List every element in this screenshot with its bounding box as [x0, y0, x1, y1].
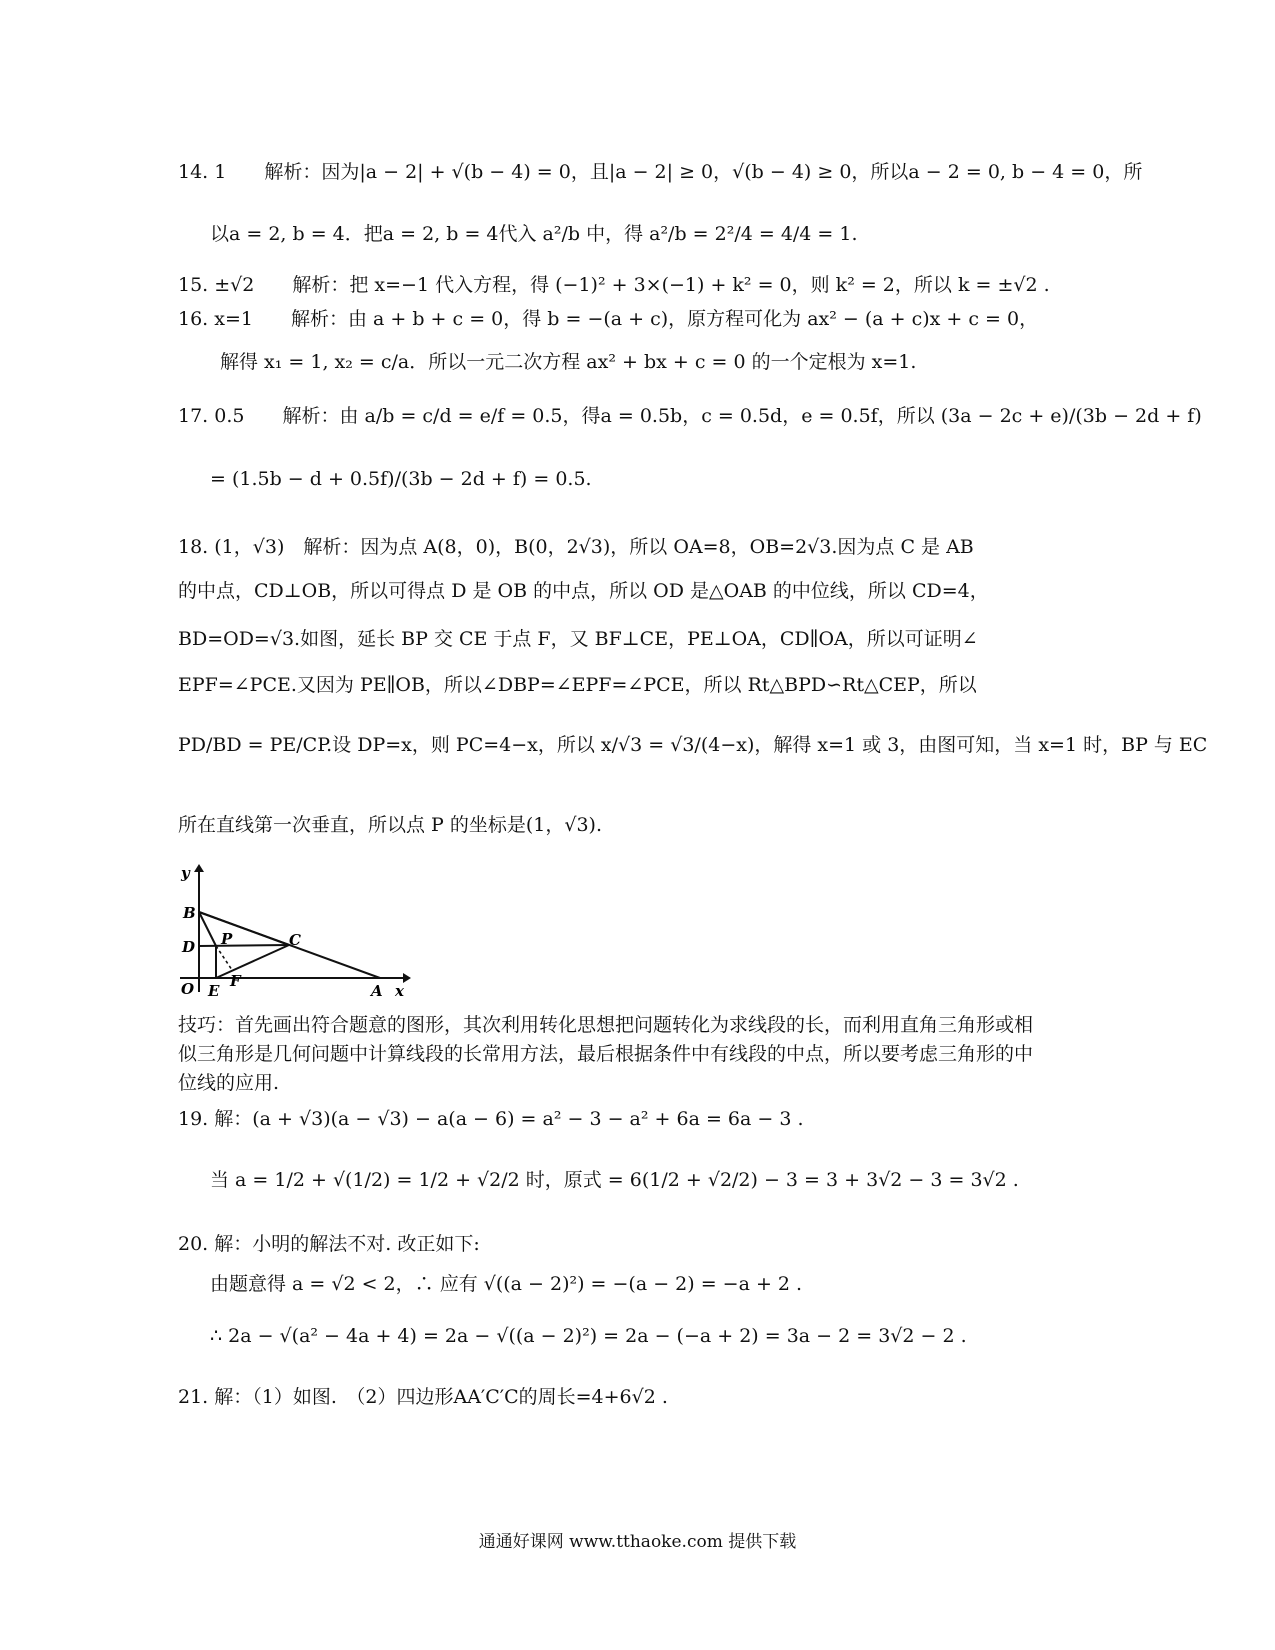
segment-pf: [216, 946, 232, 970]
solution-19-line-1: 19. 解：(a + √3)(a − √3) − a(a − 6) = a² − 3 − a² + 6a = 6a − 3 .: [178, 1108, 804, 1130]
label-p: P: [221, 930, 233, 948]
tip-paragraph: 技巧：首先画出符合题意的图形，其次利用转化思想把问题转化为求线段的长，而利用直角三角形或相似三角形是几何问题中计算线段的长常用方法，最后根据条件中有线段的中点，所以要考虑三角形的中位线的应用.: [178, 1014, 1034, 1094]
solution-18-line-1: 18. (1，√3) 解析：因为点 A(8，0)，B(0，2√3)，所以 OA=8，OB=2√3.因为点 C 是 AB: [178, 536, 974, 558]
label-d: D: [182, 938, 196, 956]
solution-18-line-5: PD/BD = PE/CP.设 DP=x，则 PC=4−x，所以 x/√3 = √3/(4−x)，解得 x=1 或 3，由图可知，当 x=1 时，BP 与 EC: [178, 734, 1208, 756]
label-o: O: [181, 980, 195, 998]
label-a: A: [371, 982, 383, 1000]
segment-dc: [199, 945, 289, 946]
solution-18-line-2: 的中点，CD⊥OB，所以可得点 D 是 OB 的中点，所以 OD 是△OAB 的中位线，所以 CD=4，: [178, 580, 989, 602]
solution-16-line-1: 16. x=1 解析：由 a + b + c = 0，得 b = −(a + c)，原方程可化为 ax² − (a + c)x + c = 0，: [178, 308, 1039, 330]
solution-16-line-2: 解得 x₁ = 1, x₂ = c/a．所以一元二次方程 ax² + bx + c = 0 的一个定根为 x=1.: [220, 351, 917, 373]
solution-17-line-1: 17. 0.5 解析：由 a/b = c/d = e/f = 0.5，得a = 0.5b，c = 0.5d，e = 0.5f，所以 (3a − 2c + e)/(3b − 2d + f): [178, 405, 1202, 427]
solution-19-line-2: 当 a = 1/2 + √(1/2) = 1/2 + √2/2 时，原式 = 6(1/2 + √2/2) − 3 = 3 + 3√2 − 3 = 3√2 .: [210, 1169, 1019, 1191]
solution-20-line-3: ∴ 2a − √(a² − 4a + 4) = 2a − √((a − 2)²) = 2a − (−a + 2) = 3a − 2 = 3√2 − 2 .: [210, 1325, 967, 1347]
solution-20-line-1: 20. 解：小明的解法不对. 改正如下:: [178, 1233, 480, 1255]
label-b: B: [183, 904, 196, 922]
solution-20-line-2: 由题意得 a = √2 < 2，∴ 应有 √((a − 2)²) = −(a − 2) = −a + 2 .: [210, 1273, 803, 1295]
solution-14-line-2: 以a = 2, b = 4．把a = 2, b = 4代入 a²/b 中，得 a²/b = 2²/4 = 4/4 = 1.: [210, 223, 858, 245]
label-y: y: [181, 864, 190, 882]
x-axis-arrow-icon: [403, 973, 411, 983]
page-footer: 通通好课网 www.tthaoke.com 提供下载: [478, 1532, 797, 1552]
solution-18-line-3: BD=OD=√3.如图，延长 BP 交 CE 于点 F，又 BF⊥CE，PE⊥OA，CD∥OA，所以可证明∠: [178, 628, 978, 650]
solution-21-line-1: 21. 解：（1）如图. （2）四边形AA′C′C的周长=4+6√2 .: [178, 1386, 668, 1408]
label-x: x: [395, 982, 404, 1000]
label-f: F: [230, 972, 241, 990]
solution-17-line-2: = (1.5b − d + 0.5f)/(3b − 2d + f) = 0.5.: [210, 468, 592, 490]
solution-18-line-4: EPF=∠PCE.又因为 PE∥OB，所以∠DBP=∠EPF=∠PCE，所以 Rt△BPD∽Rt△CEP，所以: [178, 674, 977, 696]
solution-14-line-1: 14. 1 解析：因为|a − 2| + √(b − 4) = 0，且|a − 2| ≥ 0，√(b − 4) ≥ 0，所以a − 2 = 0, b − 4 = 0，所: [178, 161, 1143, 183]
label-c: C: [289, 931, 301, 949]
geometry-figure: [175, 860, 415, 1000]
solution-15-line-1: 15. ±√2 解析：把 x=−1 代入方程，得 (−1)² + 3×(−1) + k² = 0，则 k² = 2，所以 k = ±√2 .: [178, 274, 1050, 296]
y-axis-arrow-icon: [194, 864, 204, 872]
solution-18-line-6: 所在直线第一次垂直，所以点 P 的坐标是(1，√3).: [178, 814, 603, 836]
label-e: E: [208, 982, 220, 1000]
